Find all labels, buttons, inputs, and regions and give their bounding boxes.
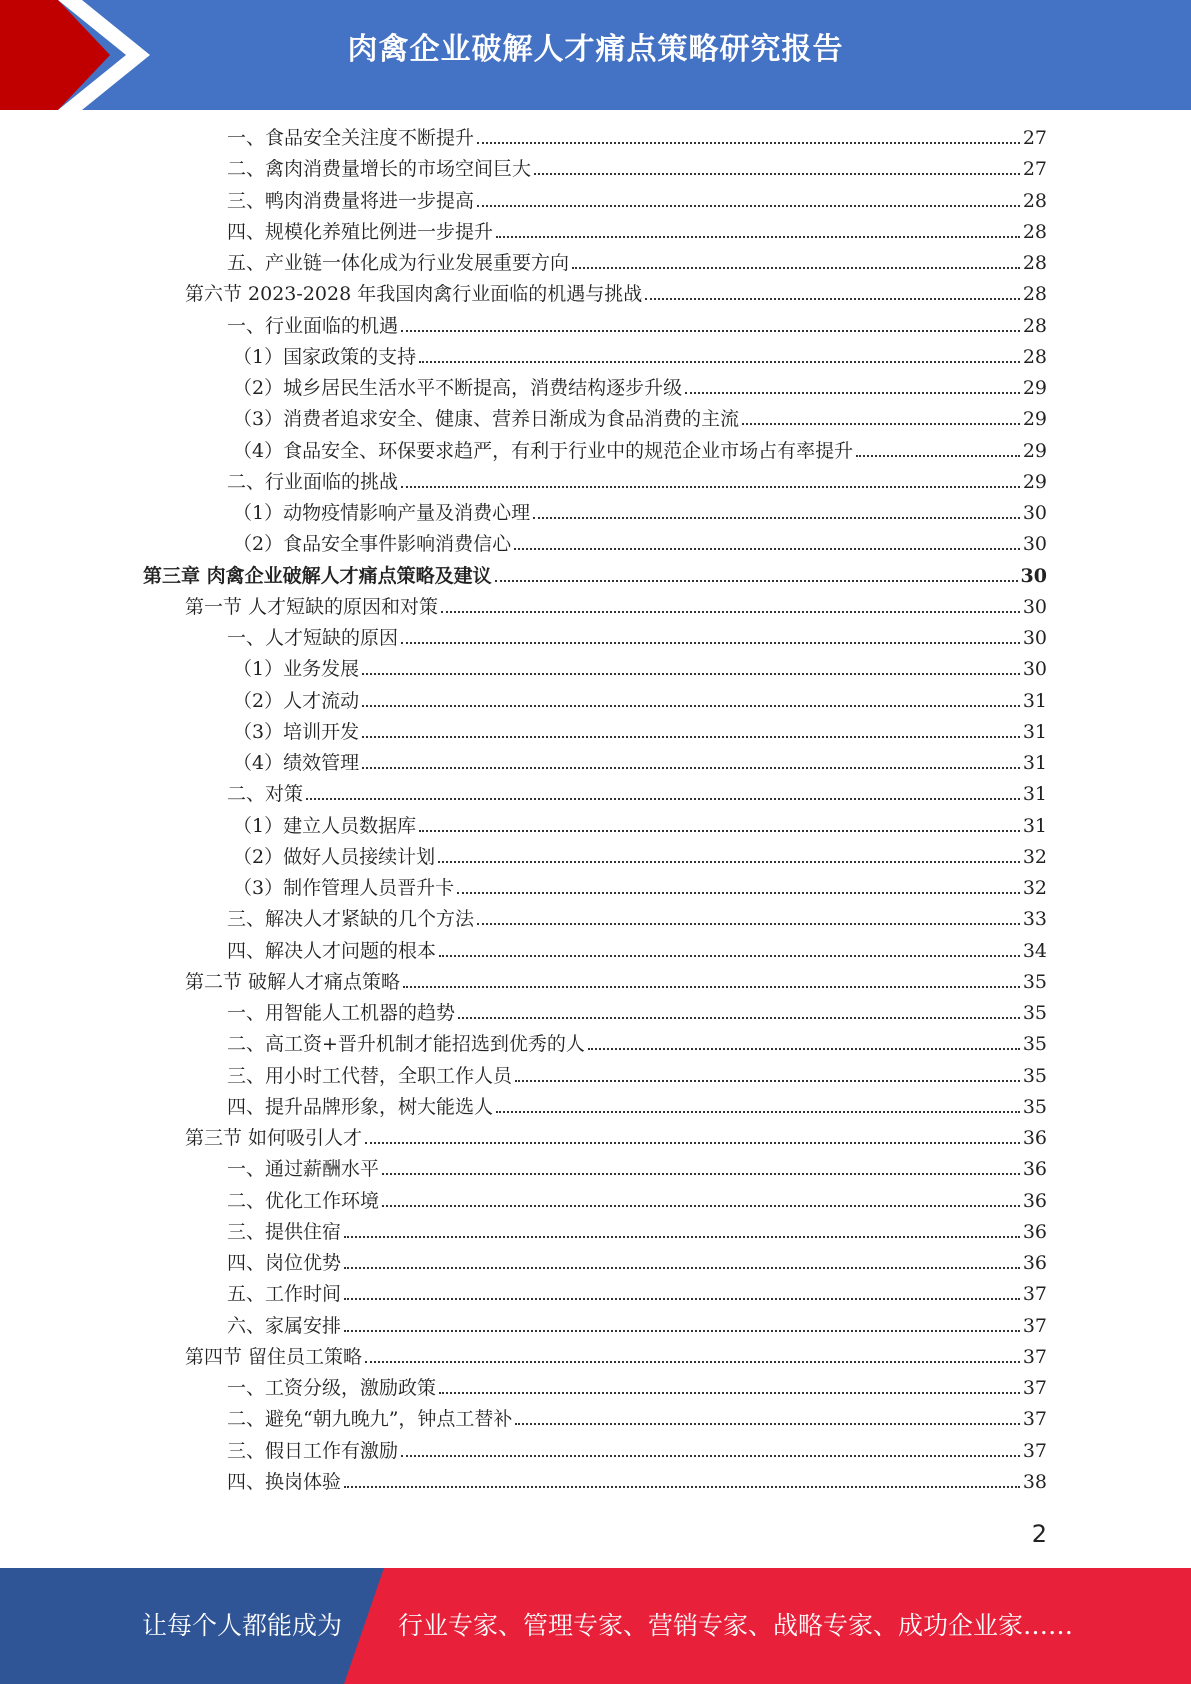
toc-entry-label: 一、用智能人工机器的趋势 xyxy=(227,1002,456,1024)
toc-dot-leader xyxy=(515,1423,1019,1425)
toc-entry[interactable] xyxy=(233,375,1047,401)
toc-entry-page: 37 xyxy=(1022,1345,1047,1368)
toc-dot-leader xyxy=(533,517,1020,519)
toc-entry[interactable] xyxy=(185,594,1047,620)
toc-entry-page: 36 xyxy=(1022,1189,1047,1212)
toc-dot-leader xyxy=(477,142,1020,144)
page-number: 2 xyxy=(1031,1520,1047,1548)
toc-entry[interactable] xyxy=(227,1375,1047,1401)
toc-entry-label: 三、鸭肉消费量将进一步提高 xyxy=(227,189,475,212)
toc-entry-page: 36 xyxy=(1022,1220,1047,1243)
toc-entry[interactable] xyxy=(233,344,1047,370)
toc-entry[interactable] xyxy=(185,281,1047,307)
toc-entry[interactable] xyxy=(227,1406,1047,1432)
toc-entry-page: 32 xyxy=(1022,845,1047,868)
toc-entry-label: （3）消费者追求安全、健康、营养日渐成为食品消费的主流 xyxy=(233,408,740,431)
toc-entry-page: 28 xyxy=(1022,283,1047,306)
toc-entry-label: （1）国家政策的支持 xyxy=(233,345,417,368)
toc-dot-leader xyxy=(344,1236,1020,1238)
toc-entry-page: 30 xyxy=(1022,502,1047,524)
toc-dot-leader xyxy=(514,548,1020,550)
toc-dot-leader xyxy=(685,392,1020,394)
toc-entry[interactable] xyxy=(227,1000,1047,1026)
toc-entry-page: 30 xyxy=(1022,533,1047,556)
footer-slogan: 让每个人都能成为 xyxy=(142,1611,343,1640)
toc-entry-page: 33 xyxy=(1022,908,1047,931)
toc-entry[interactable] xyxy=(233,500,1047,526)
report-title: 肉禽企业破解人才痛点策略研究报告 xyxy=(347,32,844,67)
toc-dot-leader xyxy=(344,1298,1020,1300)
toc-entry-page: 30 xyxy=(1022,595,1047,618)
toc-dot-leader xyxy=(344,1486,1020,1488)
toc-entry[interactable] xyxy=(227,1281,1047,1307)
toc-entry[interactable] xyxy=(185,969,1047,995)
toc-entry[interactable] xyxy=(233,719,1047,745)
toc-entry[interactable] xyxy=(227,219,1047,245)
toc-entry-label: 六、家属安排 xyxy=(227,1314,342,1337)
toc-entry[interactable] xyxy=(143,563,1047,589)
toc-entry-page: 28 xyxy=(1022,252,1047,274)
toc-entry-page: 37 xyxy=(1022,1314,1047,1337)
toc-entry-label: 三、假日工作有激励 xyxy=(227,1439,399,1462)
toc-entry-label: 二、行业面临的挑战 xyxy=(227,470,399,493)
toc-entry-page: 34 xyxy=(1022,939,1047,962)
toc-dot-leader xyxy=(401,330,1020,332)
toc-entry-label: （1）动物疫情影响产量及消费心理 xyxy=(233,502,531,524)
toc-entry-page: 38 xyxy=(1022,1470,1047,1493)
toc-entry-label: 第六节 2023-2028 年我国肉禽行业面临的机遇与挑战 xyxy=(185,283,643,306)
toc-entry[interactable] xyxy=(227,1469,1047,1495)
toc-entry-label: 一、通过薪酬水平 xyxy=(227,1158,380,1181)
toc-entry-label: （2）人才流动 xyxy=(233,689,360,712)
toc-entry-label: 三、提供住宿 xyxy=(227,1220,342,1243)
toc-entry-label: 一、食品安全关注度不断提升 xyxy=(227,127,475,149)
toc-dot-leader xyxy=(439,1392,1020,1394)
toc-dot-leader xyxy=(496,236,1020,238)
toc-entry-label: 二、禽肉消费量增长的市场空间巨大 xyxy=(227,158,532,181)
toc-dot-leader xyxy=(365,1142,1020,1144)
toc-dot-leader xyxy=(515,1080,1020,1082)
toc-entry-label: 五、产业链一体化成为行业发展重要方向 xyxy=(227,252,570,274)
toc-entry-page: 28 xyxy=(1022,314,1047,337)
toc-entry-label: 三、用小时工代替，全职工作人员 xyxy=(227,1064,513,1087)
toc-entry-label: 二、优化工作环境 xyxy=(227,1189,380,1212)
toc-entry[interactable] xyxy=(227,313,1047,339)
toc-entry-page: 28 xyxy=(1022,220,1047,243)
toc-entry-page: 29 xyxy=(1022,408,1047,431)
toc-entry-page: 29 xyxy=(1022,377,1047,399)
toc-entry-label: （3）制作管理人员晋升卡 xyxy=(233,877,455,899)
toc-entry-label: 五、工作时间 xyxy=(227,1283,342,1306)
toc-dot-leader xyxy=(441,611,1020,613)
toc-entry[interactable] xyxy=(227,1188,1047,1214)
toc-dot-leader xyxy=(457,892,1020,894)
toc-dot-leader xyxy=(438,861,1020,863)
toc-entry-label: 第三章 肉禽企业破解人才痛点策略及建议 xyxy=(143,564,492,587)
toc-dot-leader xyxy=(742,423,1020,425)
toc-entry-page: 35 xyxy=(1022,1033,1047,1056)
toc-entry[interactable] xyxy=(227,781,1047,807)
toc-entry-page: 31 xyxy=(1022,783,1047,806)
toc-entry[interactable] xyxy=(227,1250,1047,1276)
toc-entry-label: 二、高工资+晋升机制才能招选到优秀的人 xyxy=(227,1033,585,1056)
page-footer xyxy=(0,1568,1191,1684)
toc-entry-label: （2）做好人员接续计划 xyxy=(233,845,436,868)
toc-entry-label: （3）培训开发 xyxy=(233,720,360,743)
toc-entry-page: 30 xyxy=(1022,658,1047,681)
toc-entry-page: 35 xyxy=(1022,1064,1047,1087)
toc-entry[interactable] xyxy=(227,625,1047,651)
toc-entry[interactable] xyxy=(227,469,1047,495)
toc-entry-label: 第三节 如何吸引人才 xyxy=(185,1127,363,1149)
toc-entry-page: 36 xyxy=(1022,1158,1047,1181)
toc-entry[interactable] xyxy=(227,1156,1047,1182)
toc-dot-leader xyxy=(856,455,1020,457)
page-header xyxy=(0,0,1191,110)
toc-entry-page: 30 xyxy=(1022,627,1047,649)
toc-entry-page: 27 xyxy=(1022,127,1047,149)
toc-entry-label: （1）建立人员数据库 xyxy=(233,814,417,837)
toc-entry-page: 35 xyxy=(1022,1002,1047,1024)
toc-entry-page: 29 xyxy=(1022,470,1047,493)
toc-entry-label: 一、工资分级，激励政策 xyxy=(227,1377,437,1399)
toc-dot-leader xyxy=(496,1111,1020,1113)
toc-dot-leader xyxy=(588,1048,1020,1050)
toc-dot-leader xyxy=(534,173,1020,175)
toc-entry-label: （2）食品安全事件影响消费信心 xyxy=(233,533,512,556)
toc-entry[interactable] xyxy=(227,938,1047,964)
toc-entry-page: 37 xyxy=(1022,1439,1047,1462)
toc-dot-leader xyxy=(477,205,1020,207)
toc-dot-leader xyxy=(344,1330,1020,1332)
toc-dot-leader xyxy=(306,798,1020,800)
toc-entry[interactable] xyxy=(233,406,1047,432)
toc-entry-label: 第四节 留住员工策略 xyxy=(185,1345,363,1368)
toc-entry-page: 37 xyxy=(1022,1283,1047,1306)
toc-entry[interactable] xyxy=(227,1438,1047,1464)
toc-entry[interactable] xyxy=(227,1094,1047,1120)
toc-dot-leader xyxy=(382,1205,1020,1207)
toc-entry-label: 第一节 人才短缺的原因和对策 xyxy=(185,595,439,618)
toc-entry-label: 四、换岗体验 xyxy=(227,1470,342,1493)
toc-dot-leader xyxy=(403,986,1020,988)
toc-entry-page: 31 xyxy=(1022,720,1047,743)
toc-entry[interactable] xyxy=(185,1344,1047,1370)
toc-dot-leader xyxy=(572,267,1020,269)
toc-entry-page: 32 xyxy=(1022,877,1047,899)
toc-entry-label: 二、避免“朝九晚九”，钟点工替补 xyxy=(227,1408,513,1431)
toc-entry-page: 31 xyxy=(1022,752,1047,774)
toc-entry-label: （4）食品安全、环保要求趋严，有利于行业中的规范企业市场占有率提升 xyxy=(233,439,854,462)
toc-entry-label: 二、对策 xyxy=(227,783,304,806)
toc-entry-label: 第二节 破解人才痛点策略 xyxy=(185,970,401,993)
toc-entry[interactable] xyxy=(233,531,1047,557)
toc-entry[interactable] xyxy=(233,438,1047,464)
toc-dot-leader xyxy=(362,705,1020,707)
toc-dot-leader xyxy=(362,736,1020,738)
toc-entry-label: （4）绩效管理 xyxy=(233,752,360,774)
toc-dot-leader xyxy=(419,361,1020,363)
toc-entry-page: 35 xyxy=(1022,970,1047,993)
toc-entry-page: 37 xyxy=(1022,1377,1047,1399)
toc-dot-leader xyxy=(439,955,1020,957)
toc-entry-page: 36 xyxy=(1022,1252,1047,1274)
toc-entry[interactable] xyxy=(227,1313,1047,1339)
toc-entry[interactable] xyxy=(233,813,1047,839)
toc-entry-label: 四、提升品牌形象，树大能选人 xyxy=(227,1095,494,1118)
toc-entry-page: 27 xyxy=(1022,158,1047,181)
toc-dot-leader xyxy=(362,767,1020,769)
toc-dot-leader xyxy=(458,1017,1020,1019)
footer-roles: 行业专家、管理专家、营销专家、战略专家、成功企业家…… xyxy=(398,1611,1074,1640)
toc-entry-page: 37 xyxy=(1022,1408,1047,1431)
toc-entry-page: 28 xyxy=(1022,345,1047,368)
toc-entry[interactable] xyxy=(227,125,1047,151)
toc-entry[interactable] xyxy=(233,750,1047,776)
toc-dot-leader xyxy=(382,1173,1020,1175)
toc-entry-label: 三、解决人才紧缺的几个方法 xyxy=(227,908,475,931)
toc-dot-leader xyxy=(401,1455,1020,1457)
toc-dot-leader xyxy=(645,298,1020,300)
toc-entry-label: （2）城乡居民生活水平不断提高，消费结构逐步升级 xyxy=(233,377,683,399)
toc-dot-leader xyxy=(401,486,1020,488)
toc-entry-label: （1）业务发展 xyxy=(233,658,360,681)
toc-dot-leader xyxy=(362,673,1020,675)
toc-entry-page: 28 xyxy=(1022,189,1047,212)
toc-entry[interactable] xyxy=(185,1125,1047,1151)
toc-entry[interactable] xyxy=(233,844,1047,870)
toc-dot-leader xyxy=(419,830,1020,832)
toc-entry[interactable] xyxy=(227,250,1047,276)
toc-entry-label: 四、解决人才问题的根本 xyxy=(227,939,437,962)
toc-entry-page: 31 xyxy=(1022,814,1047,837)
toc-entry-page: 31 xyxy=(1022,689,1047,712)
toc-entry[interactable] xyxy=(227,188,1047,214)
toc-dot-leader xyxy=(365,1361,1020,1363)
toc-entry-label: 一、人才短缺的原因 xyxy=(227,627,399,649)
toc-entry-page: 35 xyxy=(1022,1095,1047,1118)
toc-entry[interactable] xyxy=(227,1219,1047,1245)
toc-entry[interactable] xyxy=(233,688,1047,714)
toc-entry[interactable] xyxy=(227,156,1047,182)
toc-entry-page: 29 xyxy=(1022,439,1047,462)
toc-dot-leader xyxy=(477,923,1020,925)
toc-entry-label: 四、规模化养殖比例进一步提升 xyxy=(227,220,494,243)
toc-dot-leader xyxy=(495,580,1018,582)
toc-entry-page: 36 xyxy=(1022,1127,1047,1149)
toc-entry[interactable] xyxy=(233,875,1047,901)
toc-entry[interactable] xyxy=(227,906,1047,932)
toc-entry-page: 30 xyxy=(1020,564,1047,587)
toc-entry[interactable] xyxy=(227,1063,1047,1089)
toc-entry-label: 一、行业面临的机遇 xyxy=(227,314,399,337)
toc-dot-leader xyxy=(344,1267,1020,1269)
toc-dot-leader xyxy=(401,642,1020,644)
toc-entry[interactable] xyxy=(233,656,1047,682)
toc-entry-label: 四、岗位优势 xyxy=(227,1252,342,1274)
toc-entry[interactable] xyxy=(227,1031,1047,1057)
